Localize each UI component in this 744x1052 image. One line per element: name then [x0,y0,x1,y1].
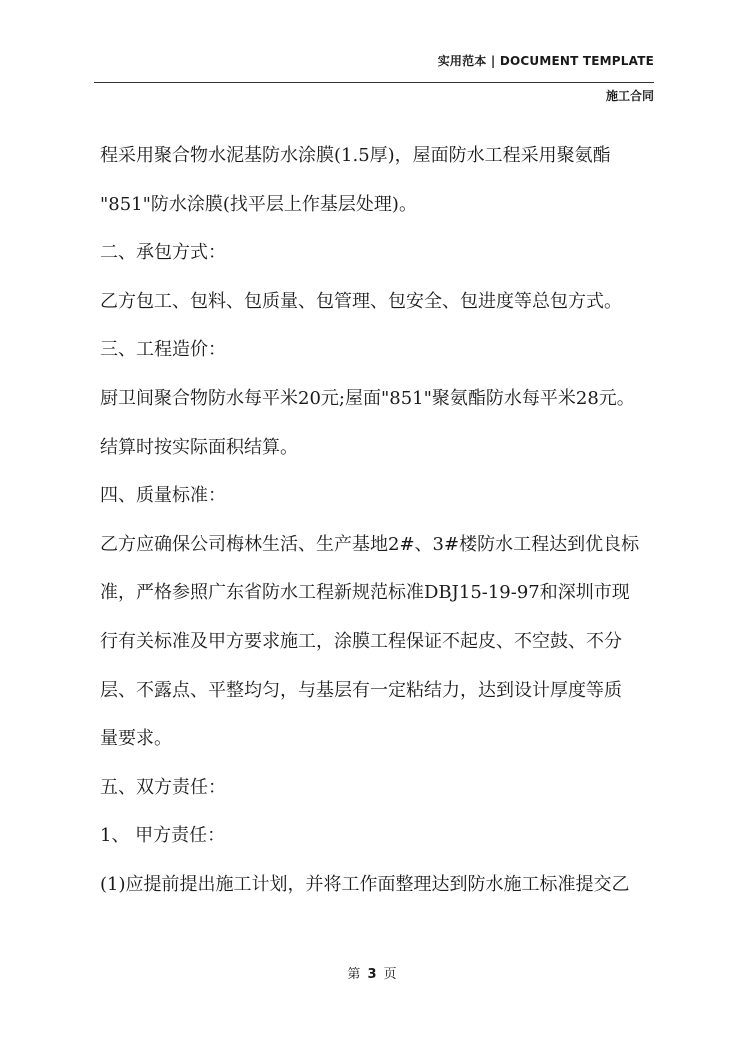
body-line: 量要求。 [100,728,172,750]
section-heading: 五、双方责任： [100,776,226,798]
body-line: 乙方应确保公司梅林生活、生产基地2#、3#楼防水工程达到优良标 [100,533,640,555]
page-header [94,52,654,108]
body-line: 结算时按实际面积结算。 [100,436,298,458]
section-heading: 三、工程造价： [100,339,226,361]
body-line: 层、不露点、平整均匀，与基层有一定粘结力，达到设计厚度等质 [100,679,622,701]
document-body [100,141,660,919]
page-number: 3 [367,967,377,982]
body-line: 准，严格参照广东省防水工程新规范标准DBJ15-19-97和深圳市现 [100,582,630,604]
section-heading: 二、承包方式： [100,242,226,264]
header-divider [94,82,654,83]
subsection-heading: 1、 甲方责任： [100,825,226,847]
page-footer [0,963,744,982]
body-line: 厨卫间聚合物防水每平米20元;屋面"851"聚氨酯防水每平米28元。 [100,387,635,409]
body-line: 乙方包工、包料、包质量、包管理、包安全、包进度等总包方式。 [100,290,622,312]
body-line: 程采用聚合物水泥基防水涂膜(1.5厚)，屋面防水工程采用聚氨酯 [100,145,611,166]
section-heading: 四、质量标准： [100,485,226,507]
header-title: 实用范本 | DOCUMENT TEMPLATE [437,54,654,68]
footer-suffix: 页 [383,967,397,982]
footer-prefix: 第 [347,967,361,982]
header-subtitle: 施工合同 [605,89,654,103]
body-line: 行有关标准及甲方要求施工，涂膜工程保证不起皮、不空鼓、不分 [100,630,622,652]
body-line: (1)应提前提出施工计划，并将工作面整理达到防水施工标准提交乙 [100,873,630,895]
body-line: "851"防水涂膜(找平层上作基层处理)。 [100,193,417,215]
